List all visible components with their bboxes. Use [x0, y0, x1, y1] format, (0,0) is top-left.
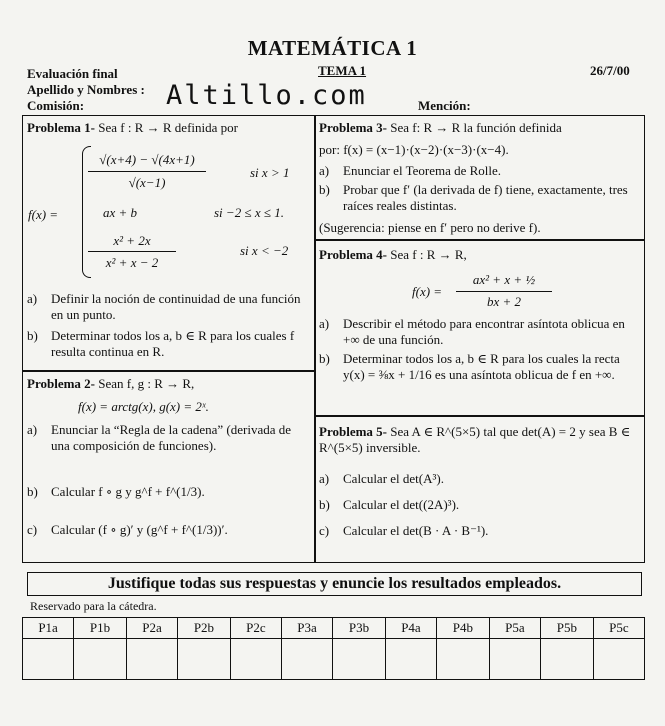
p4-b-text: Determinar todos los a, b ∈ R para los cuales la recta y(x) = ⅜x + 1/16 es una asíntota oblicua de f en +∞. — [343, 351, 620, 382]
grading-table — [22, 617, 645, 680]
problem-5-intro: Sea A ∈ R^(5×5) tal que det(A) = 2 y sea B ∈ R^(5×5) inversible. — [319, 424, 631, 455]
p2-item-b — [27, 484, 311, 500]
grading-col-p5a: P5a — [489, 618, 540, 639]
problem-3-heading: Problema 3- — [319, 120, 387, 135]
p1-a-label: a) — [27, 291, 38, 306]
grading-cell-p5c[interactable] — [593, 639, 644, 680]
problem-2-heading: Problema 2- — [27, 376, 95, 391]
comision-label: Comisión: — [27, 98, 85, 113]
grading-cell-p5a[interactable] — [489, 639, 540, 680]
p5-c-text: Calcular el det(B · A · B⁻¹). — [343, 523, 489, 538]
p1-fraction-bar-1 — [88, 171, 206, 172]
p1-b-text: Determinar todos los a, b ∈ R para los cuales f resulta continua en R. — [51, 328, 295, 359]
p3-item-b — [319, 182, 641, 214]
grading-cell-p3b[interactable] — [333, 639, 386, 680]
p1-piece3-num: x² + 2x — [113, 233, 151, 248]
p1-fx: f(x) = — [28, 207, 59, 222]
grading-cell-p1a[interactable] — [23, 639, 74, 680]
eval-label: Evaluación final — [27, 66, 118, 81]
grading-cell-p2c[interactable] — [230, 639, 281, 680]
grading-col-p2c: P2c — [230, 618, 281, 639]
problem-4-heading: Problema 4- — [319, 247, 387, 262]
p1-fraction-bar-3 — [88, 251, 176, 252]
p1-piece1-num: √(x+4) − √(4x+1) — [99, 152, 195, 167]
grading-cell-p1b[interactable] — [74, 639, 127, 680]
p1-piece3-cond: si x < −2 — [240, 243, 289, 258]
p2-b-text: Calcular f ∘ g y g^f + f^(1/3). — [51, 484, 205, 499]
p3-b-label: b) — [319, 182, 330, 197]
p4-num: ax² + x + ½ — [472, 272, 536, 287]
p1-piece3-den: x² + x − 2 — [105, 255, 159, 270]
column-divider — [314, 115, 316, 563]
p5-item-a — [319, 471, 641, 487]
p4-den: bx + 2 — [486, 294, 522, 309]
grading-col-p1b: P1b — [74, 618, 127, 639]
p1-a-text: Definir la noción de continuidad de una función en un punto. — [51, 291, 301, 322]
p2-a-label: a) — [27, 422, 38, 437]
problem-4-intro: Sea f : R → R, — [390, 247, 467, 262]
p3-item-a — [319, 163, 641, 179]
p1-piece1-den: √(x−1) — [128, 175, 166, 190]
p4-fx: f(x) = — [412, 284, 443, 299]
p3-hint: (Sugerencia: piense en f′ pero no derive f). — [319, 220, 541, 235]
p1-piece1-cond: si x > 1 — [250, 165, 290, 180]
problem-5-heading: Problema 5- — [319, 424, 387, 439]
grading-col-p3a: P3a — [281, 618, 332, 639]
reserved-label: Reservado para la cátedra. — [30, 599, 157, 613]
p2-a-text: Enunciar la “Regla de la cadena” (derivada de una composición de funciones). — [51, 422, 291, 453]
p5-a-text: Calcular el det(A³). — [343, 471, 444, 486]
p3-a-text: Enunciar el Teorema de Rolle. — [343, 163, 502, 178]
p4-a-text: Describir el método para encontrar asíntota oblicua en +∞ de una función. — [343, 316, 625, 347]
grading-col-p3b: P3b — [333, 618, 386, 639]
grading-col-p4a: P4a — [385, 618, 436, 639]
grading-col-p2b: P2b — [178, 618, 231, 639]
grading-cell-p2b[interactable] — [178, 639, 231, 680]
p4-a-label: a) — [319, 316, 330, 331]
problem-5-header — [319, 424, 641, 456]
p3-def: por: f(x) = (x−1)·(x−2)·(x−3)·(x−4). — [319, 142, 509, 157]
divider-p1-p2 — [22, 370, 314, 372]
p5-item-c — [319, 523, 641, 539]
grading-col-p4b: P4b — [437, 618, 490, 639]
p5-item-b — [319, 497, 641, 513]
grading-col-p5c: P5c — [593, 618, 644, 639]
p3-a-label: a) — [319, 163, 330, 178]
grading-cell-p4a[interactable] — [385, 639, 436, 680]
p4-fraction-bar — [456, 291, 552, 292]
grading-cell-p3a[interactable] — [281, 639, 332, 680]
exam-date: 26/7/00 — [590, 63, 630, 78]
p1-piece2-cond: si −2 ≤ x ≤ 1. — [214, 205, 284, 220]
watermark: Altillo.com — [166, 80, 367, 111]
p5-c-label: c) — [319, 523, 330, 538]
p2-item-a — [27, 422, 311, 454]
mencion-label: Mención: — [418, 98, 471, 113]
grading-col-p1a: P1a — [23, 618, 74, 639]
p2-b-label: b) — [27, 484, 38, 499]
p1-piece2: ax + b — [103, 205, 138, 220]
problem-2-header — [27, 376, 194, 392]
p2-def: f(x) = arctg(x), g(x) = 2ˣ. — [78, 399, 209, 414]
problem-1-heading: Problema 1- — [27, 120, 95, 135]
p5-a-label: a) — [319, 471, 330, 486]
grading-score-row — [23, 639, 645, 680]
exam-title: MATEMÁTICA 1 — [247, 36, 418, 60]
p5-b-text: Calcular el det((2A)³). — [343, 497, 460, 512]
p1-item-a — [27, 291, 311, 323]
problem-2-intro: Sean f, g : R → R, — [98, 376, 195, 391]
p5-b-label: b) — [319, 497, 330, 512]
grading-col-p5b: P5b — [540, 618, 593, 639]
problem-3-intro: Sea f: R → R la función definida — [390, 120, 562, 135]
problem-1-intro: Sea f : R → R definida por — [98, 120, 238, 135]
p2-item-c — [27, 522, 311, 538]
grading-header-row — [23, 618, 645, 639]
justify-instructions: Justifique todas sus respuestas y enuncie los resultados empleados. — [27, 572, 642, 596]
problem-3-header — [319, 120, 562, 136]
p1-item-b — [27, 328, 311, 360]
p4-item-b — [319, 351, 641, 383]
p4-b-label: b) — [319, 351, 330, 366]
grading-col-p2a: P2a — [126, 618, 177, 639]
p3-b-text: Probar que f′ (la derivada de f) tiene, exactamente, tres raíces reales distintas. — [343, 182, 628, 213]
p2-c-text: Calcular (f ∘ g)′ y (g^f + f^(1/3))′. — [51, 522, 228, 537]
problem-4-header — [319, 247, 467, 263]
grading-cell-p2a[interactable] — [126, 639, 177, 680]
divider-p3-p4 — [314, 239, 645, 241]
grading-cell-p5b[interactable] — [540, 639, 593, 680]
p4-item-a — [319, 316, 641, 348]
exam-subtitle: TEMA 1 — [318, 63, 367, 78]
divider-p4-p5 — [314, 415, 645, 417]
grading-cell-p4b[interactable] — [437, 639, 490, 680]
problem-1-header — [27, 120, 238, 136]
name-label: Apellido y Nombres : — [27, 82, 145, 97]
p2-c-label: c) — [27, 522, 38, 537]
p1-b-label: b) — [27, 328, 38, 343]
